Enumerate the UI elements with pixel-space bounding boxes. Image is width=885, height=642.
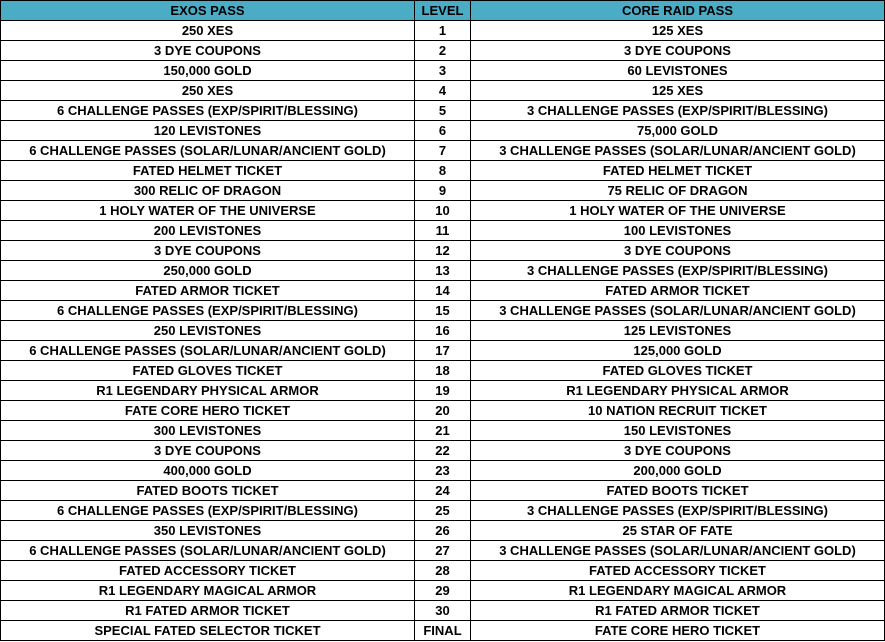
exos-pass-cell: 6 CHALLENGE PASSES (SOLAR/LUNAR/ANCIENT GOLD) xyxy=(1,541,415,561)
exos-pass-cell: 6 CHALLENGE PASSES (EXP/SPIRIT/BLESSING) xyxy=(1,501,415,521)
exos-pass-cell: 250 XES xyxy=(1,81,415,101)
level-cell: 9 xyxy=(415,181,471,201)
header-row xyxy=(1,1,885,21)
level-cell: 18 xyxy=(415,361,471,381)
core-raid-pass-cell: R1 FATED ARMOR TICKET xyxy=(471,601,885,621)
exos-pass-cell: 3 DYE COUPONS xyxy=(1,241,415,261)
level-cell: 30 xyxy=(415,601,471,621)
level-cell: 19 xyxy=(415,381,471,401)
table-row xyxy=(1,461,885,481)
level-cell: 15 xyxy=(415,301,471,321)
table-row xyxy=(1,621,885,641)
exos-pass-cell: 3 DYE COUPONS xyxy=(1,41,415,61)
exos-pass-cell: SPECIAL FATED SELECTOR TICKET xyxy=(1,621,415,641)
exos-pass-cell: 300 LEVISTONES xyxy=(1,421,415,441)
level-cell: 25 xyxy=(415,501,471,521)
table-row xyxy=(1,341,885,361)
table-row xyxy=(1,201,885,221)
exos-pass-cell: FATED BOOTS TICKET xyxy=(1,481,415,501)
exos-pass-cell: 150,000 GOLD xyxy=(1,61,415,81)
table-row xyxy=(1,541,885,561)
level-cell: 21 xyxy=(415,421,471,441)
exos-pass-cell: 250 LEVISTONES xyxy=(1,321,415,341)
exos-pass-cell: 300 RELIC OF DRAGON xyxy=(1,181,415,201)
level-cell: 20 xyxy=(415,401,471,421)
exos-pass-cell: 350 LEVISTONES xyxy=(1,521,415,541)
core-raid-pass-cell: 3 DYE COUPONS xyxy=(471,441,885,461)
core-raid-pass-cell: 150 LEVISTONES xyxy=(471,421,885,441)
exos-pass-cell: 6 CHALLENGE PASSES (SOLAR/LUNAR/ANCIENT GOLD) xyxy=(1,141,415,161)
level-cell: 26 xyxy=(415,521,471,541)
table-row xyxy=(1,421,885,441)
table-row xyxy=(1,41,885,61)
table-row xyxy=(1,21,885,41)
exos-pass-cell: 6 CHALLENGE PASSES (EXP/SPIRIT/BLESSING) xyxy=(1,301,415,321)
table-row xyxy=(1,601,885,621)
table-row xyxy=(1,581,885,601)
core-raid-pass-cell: FATED GLOVES TICKET xyxy=(471,361,885,381)
level-cell: 7 xyxy=(415,141,471,161)
level-cell: 29 xyxy=(415,581,471,601)
level-cell: 23 xyxy=(415,461,471,481)
core-raid-pass-cell: 3 CHALLENGE PASSES (SOLAR/LUNAR/ANCIENT GOLD) xyxy=(471,141,885,161)
table-row xyxy=(1,141,885,161)
table-row xyxy=(1,281,885,301)
table-row xyxy=(1,221,885,241)
level-cell: 27 xyxy=(415,541,471,561)
table-row xyxy=(1,401,885,421)
core-raid-pass-cell: 3 CHALLENGE PASSES (SOLAR/LUNAR/ANCIENT GOLD) xyxy=(471,301,885,321)
core-raid-pass-cell: R1 LEGENDARY MAGICAL ARMOR xyxy=(471,581,885,601)
core-raid-pass-cell: FATE CORE HERO TICKET xyxy=(471,621,885,641)
core-raid-pass-cell: 3 CHALLENGE PASSES (EXP/SPIRIT/BLESSING) xyxy=(471,101,885,121)
level-cell: 16 xyxy=(415,321,471,341)
core-raid-pass-cell: 3 CHALLENGE PASSES (SOLAR/LUNAR/ANCIENT GOLD) xyxy=(471,541,885,561)
level-cell: 28 xyxy=(415,561,471,581)
exos-pass-cell: 400,000 GOLD xyxy=(1,461,415,481)
level-cell: FINAL xyxy=(415,621,471,641)
core-raid-pass-cell: FATED BOOTS TICKET xyxy=(471,481,885,501)
exos-pass-cell: 250 XES xyxy=(1,21,415,41)
table-body xyxy=(1,21,885,641)
level-cell: 14 xyxy=(415,281,471,301)
core-raid-pass-cell: FATED ARMOR TICKET xyxy=(471,281,885,301)
core-raid-pass-cell: 100 LEVISTONES xyxy=(471,221,885,241)
table-row xyxy=(1,501,885,521)
exos-pass-cell: 250,000 GOLD xyxy=(1,261,415,281)
level-cell: 17 xyxy=(415,341,471,361)
table-row xyxy=(1,121,885,141)
core-raid-pass-cell: 75 RELIC OF DRAGON xyxy=(471,181,885,201)
core-raid-pass-cell: 1 HOLY WATER OF THE UNIVERSE xyxy=(471,201,885,221)
table-row xyxy=(1,161,885,181)
header-core-raid-pass: CORE RAID PASS xyxy=(471,1,885,21)
level-cell: 12 xyxy=(415,241,471,261)
level-cell: 5 xyxy=(415,101,471,121)
table-row xyxy=(1,481,885,501)
core-raid-pass-cell: 75,000 GOLD xyxy=(471,121,885,141)
core-raid-pass-cell: 3 CHALLENGE PASSES (EXP/SPIRIT/BLESSING) xyxy=(471,501,885,521)
table-row xyxy=(1,241,885,261)
exos-pass-cell: FATED ARMOR TICKET xyxy=(1,281,415,301)
level-cell: 22 xyxy=(415,441,471,461)
exos-pass-cell: 120 LEVISTONES xyxy=(1,121,415,141)
exos-pass-cell: 200 LEVISTONES xyxy=(1,221,415,241)
core-raid-pass-cell: 125 XES xyxy=(471,81,885,101)
core-raid-pass-cell: FATED HELMET TICKET xyxy=(471,161,885,181)
table-row xyxy=(1,301,885,321)
core-raid-pass-cell: 200,000 GOLD xyxy=(471,461,885,481)
core-raid-pass-cell: 125 XES xyxy=(471,21,885,41)
exos-pass-cell: FATED GLOVES TICKET xyxy=(1,361,415,381)
table-row xyxy=(1,321,885,341)
exos-pass-cell: R1 LEGENDARY PHYSICAL ARMOR xyxy=(1,381,415,401)
core-raid-pass-cell: 60 LEVISTONES xyxy=(471,61,885,81)
core-raid-pass-cell: 3 DYE COUPONS xyxy=(471,241,885,261)
level-cell: 6 xyxy=(415,121,471,141)
level-cell: 2 xyxy=(415,41,471,61)
core-raid-pass-cell: R1 LEGENDARY PHYSICAL ARMOR xyxy=(471,381,885,401)
table-row xyxy=(1,381,885,401)
table-row xyxy=(1,441,885,461)
core-raid-pass-cell: 3 CHALLENGE PASSES (EXP/SPIRIT/BLESSING) xyxy=(471,261,885,281)
core-raid-pass-cell: 125,000 GOLD xyxy=(471,341,885,361)
table-row xyxy=(1,261,885,281)
exos-pass-cell: FATED HELMET TICKET xyxy=(1,161,415,181)
exos-pass-cell: FATE CORE HERO TICKET xyxy=(1,401,415,421)
exos-pass-cell: 6 CHALLENGE PASSES (EXP/SPIRIT/BLESSING) xyxy=(1,101,415,121)
core-raid-pass-cell: 10 NATION RECRUIT TICKET xyxy=(471,401,885,421)
level-cell: 8 xyxy=(415,161,471,181)
table-row xyxy=(1,361,885,381)
table-row xyxy=(1,561,885,581)
core-raid-pass-cell: FATED ACCESSORY TICKET xyxy=(471,561,885,581)
table-row xyxy=(1,81,885,101)
level-cell: 3 xyxy=(415,61,471,81)
core-raid-pass-cell: 125 LEVISTONES xyxy=(471,321,885,341)
header-exos-pass: EXOS PASS xyxy=(1,1,415,21)
table-row xyxy=(1,101,885,121)
core-raid-pass-cell: 25 STAR OF FATE xyxy=(471,521,885,541)
exos-pass-cell: 3 DYE COUPONS xyxy=(1,441,415,461)
exos-pass-cell: R1 FATED ARMOR TICKET xyxy=(1,601,415,621)
level-cell: 13 xyxy=(415,261,471,281)
level-cell: 1 xyxy=(415,21,471,41)
exos-pass-cell: FATED ACCESSORY TICKET xyxy=(1,561,415,581)
table-row xyxy=(1,181,885,201)
level-cell: 24 xyxy=(415,481,471,501)
exos-pass-cell: R1 LEGENDARY MAGICAL ARMOR xyxy=(1,581,415,601)
exos-pass-cell: 1 HOLY WATER OF THE UNIVERSE xyxy=(1,201,415,221)
level-cell: 10 xyxy=(415,201,471,221)
header-level: LEVEL xyxy=(415,1,471,21)
core-raid-pass-cell: 3 DYE COUPONS xyxy=(471,41,885,61)
level-cell: 4 xyxy=(415,81,471,101)
level-cell: 11 xyxy=(415,221,471,241)
table-row xyxy=(1,61,885,81)
exos-pass-cell: 6 CHALLENGE PASSES (SOLAR/LUNAR/ANCIENT GOLD) xyxy=(1,341,415,361)
table-row xyxy=(1,521,885,541)
